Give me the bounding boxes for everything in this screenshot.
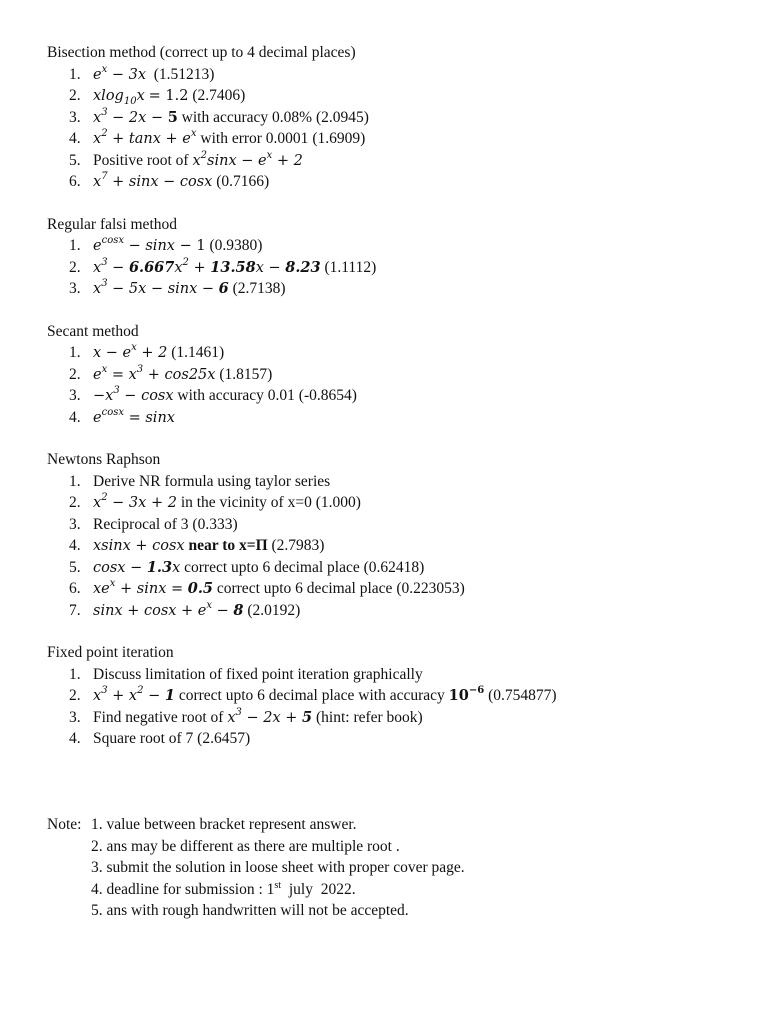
section-fixed-point (47, 642, 747, 750)
equation: $x^3 - 2x$ − (93, 106, 168, 126)
list-item: 1. Discuss limitation of fixed point iteration graphically (69, 665, 423, 683)
equation: $x^7 + \sin x - \cos x$ (93, 171, 213, 190)
equation: $x^2\sin x - e^x + 2$ (192, 149, 303, 169)
equation: $x^3 - 6.667x^2 + 13.58x - 8.23$ (93, 256, 321, 276)
answer: (0.754877) (488, 687, 557, 704)
answer: (1.6909) (312, 130, 366, 147)
answer: (1.1461) (171, 344, 225, 361)
note-label: Note: (47, 816, 82, 833)
equation: xlog$_{10}$x (93, 88, 145, 107)
section-title: Secant method (47, 322, 139, 340)
answer: (2.0945) (315, 108, 369, 126)
list-item: 4. $x^2 + \tan x + e^x$ with error 0.0001 (1.6909) (69, 128, 366, 147)
answer: (0.62418) (363, 558, 425, 576)
equation: cosx − 1.3x (93, 558, 181, 576)
equation: $e^{cosx} = \sin x$ (93, 406, 175, 426)
equation: $x^3 + x^2 - 1$ (93, 685, 175, 704)
list-item: 1. $x - e^x + 2$ (1.1461) (69, 342, 225, 361)
answer: (2.0192) (247, 601, 301, 619)
list-item: 4. Square root of 7 (2.6457) (69, 730, 251, 747)
answer: (0.9380) (209, 237, 263, 254)
answer: (1.8157) (219, 365, 273, 383)
equation: $e^x = x^3 + \cos 25x$ (93, 363, 216, 383)
section-newton-raphson (47, 449, 747, 621)
equation: $xe^x + \sin x = 0.5$ (93, 578, 213, 597)
list-item: 4. xsinx + cosx near to x=Π (2.7983) (69, 537, 325, 554)
list-item: 6. $x^7 + \sin x - \cos x$ (0.7166) (69, 171, 270, 190)
equation: $x - e^x + 2$ (93, 342, 168, 361)
answer: (2.7406) (192, 87, 246, 104)
note-item: 5. ans with rough handwritten will not be accepted. (91, 902, 409, 919)
list-item: 3. Find negative root of $x^3 - 2x + 5$ (hint: refer book) (69, 706, 423, 726)
section-regular-falsi (47, 214, 747, 300)
assignment-page (47, 42, 747, 771)
problem-list (47, 471, 747, 622)
problem-list (47, 235, 747, 300)
note-item-deadline: 4. deadline for submission : 1st july 2022. (91, 879, 356, 898)
list-item: 7. $\sin x + \cos x + e^x - 8$ (2.0192) (69, 599, 301, 619)
list-item: 1. Derive NR formula using taylor series (69, 472, 331, 490)
list-item: 4. $e^{cosx} = \sin x$ (69, 406, 175, 426)
answer: (1.1112) (324, 258, 377, 276)
list-item: 2. $x^3 - 6.667x^2 + 13.58x - 8.23$ (1.1112) (69, 256, 377, 276)
answer: (1.000) (315, 494, 361, 511)
section-secant (47, 321, 747, 429)
list-item: 3. Reciprocal of 3 (0.333) (69, 515, 238, 533)
answer: (1.51213) (153, 65, 215, 83)
list-item: 5. cosx − 1.3x correct upto 6 decimal place (0.62418) (69, 558, 425, 576)
equation: $10^{-6}$ (448, 685, 485, 704)
answer: (2.7138) (232, 280, 286, 297)
list-item: 3. $-x^3 - \cos x$ with accuracy 0.01 (-0.8654) (69, 385, 357, 404)
equation: xsinx + cosx (93, 538, 185, 554)
equation: $e^x - 3x$ (93, 63, 147, 83)
problem-list (47, 64, 747, 193)
section-title: Fixed point iteration (47, 644, 174, 661)
problem-list (47, 342, 747, 428)
problem-list (47, 664, 747, 750)
answer: (0.223053) (396, 580, 465, 597)
equation: $x^3 - 5x - \sin x - 6$ (93, 278, 229, 297)
equation: $\sin x + \cos x + e^x - 8$ (93, 599, 244, 619)
section-title: Newtons Raphson (47, 451, 161, 468)
equation: $-x^3 - \cos x$ (93, 385, 174, 404)
section-title: Regular falsi method (47, 215, 177, 233)
answer: (2.7983) (271, 537, 325, 554)
list-item: 3. $x^3 - 2x - 5$ with accuracy 0.08% (2.0945) (69, 106, 369, 126)
list-item: 2. $e^x = x^3 + \cos 25x$ (1.8157) (69, 363, 273, 383)
list-item: 1. $e^{cosx} - \sin x - 1$ (0.9380) (69, 235, 263, 254)
note-item: 2. ans may be different as there are multiple root . (91, 837, 400, 855)
hint: (hint: refer book) (315, 708, 423, 726)
answer: (0.333) (192, 515, 238, 533)
answer: (2.6457) (197, 730, 251, 747)
section-title: Bisection method (correct up to 4 decimal places) (47, 44, 356, 61)
list-item: 5. Positive root of $x^2\sin x - e^x + 2$ (69, 149, 303, 169)
equation: $e^{cosx} - \sin x$ − (93, 235, 197, 254)
list-item: 6. $xe^x + \sin x = 0.5$ correct upto 6 decimal place (0.223053) (69, 578, 465, 597)
list-item: 1. $e^x - 3x$ (1.51213) (69, 63, 215, 83)
note-item: 1. value between bracket represent answer. (91, 816, 357, 833)
note-block (47, 814, 747, 922)
equation: $x^2 + \tan x + e^x$ (93, 128, 197, 147)
equation: $x^2 - 3x + 2$ (93, 492, 177, 511)
answer: (0.7166) (216, 173, 270, 190)
list-item: 2. xlog$_{10}$x = 1.2 (2.7406) (69, 87, 246, 107)
list-item: 2. $x^3 + x^2 - 1$ correct upto 6 decimal place with accuracy $10^{-6}$ (0.754877) (69, 685, 557, 704)
answer: (-0.8654) (298, 387, 357, 404)
equation: $x^3 - 2x + 5$ (227, 706, 313, 726)
list-item: 2. $x^2 - 3x + 2$ in the vicinity of x=0 (1.000) (69, 492, 361, 511)
note-item: 3. submit the solution in loose sheet with proper cover page. (91, 859, 465, 876)
section-bisection (47, 42, 747, 193)
list-item: 3. $x^3 - 5x - \sin x - 6$ (2.7138) (69, 278, 286, 297)
